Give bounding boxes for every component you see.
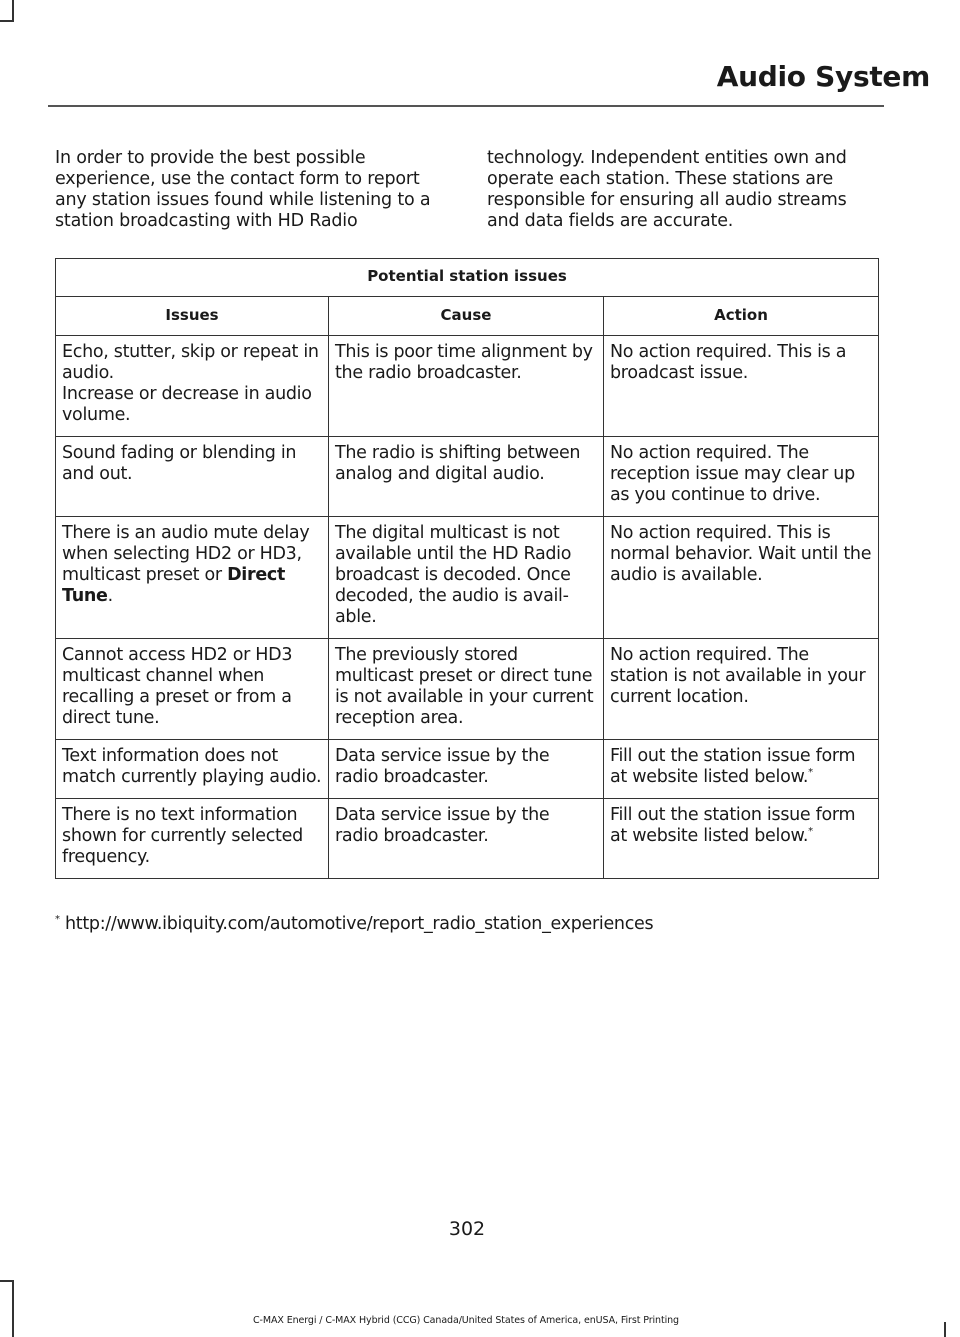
footnote bbox=[55, 914, 905, 934]
page-title: Audio System bbox=[716, 60, 930, 93]
issue-text: There is an audio mute delay when selecting HD2 or HD3, multicast preset or bbox=[62, 523, 310, 585]
issue-cell bbox=[56, 639, 329, 740]
direct-tune-label: Direct Tune bbox=[62, 565, 286, 606]
action-cell: No action required. This is normal behavior. Wait until the audio is available. bbox=[604, 517, 879, 639]
footnote-marker: * bbox=[808, 826, 813, 837]
action-cell: No action required. The station is not available in your current location. bbox=[604, 639, 879, 740]
cause-cell: Data service issue by the radio broadcaster. bbox=[329, 740, 604, 799]
footnote-marker: * bbox=[808, 767, 813, 778]
cause-cell: The radio is shifting between analog and digital audio. bbox=[329, 437, 604, 517]
column-header-action: Action bbox=[604, 297, 879, 336]
footnote-marker: * bbox=[55, 914, 60, 925]
action-text: Fill out the station issue form at website listed below. bbox=[610, 746, 856, 787]
issue-suffix: . bbox=[107, 586, 113, 606]
issue-cell bbox=[56, 799, 329, 879]
action-cell bbox=[604, 799, 879, 879]
issue-cell bbox=[56, 437, 329, 517]
page-number: 302 bbox=[448, 1218, 486, 1240]
issue-cell bbox=[56, 740, 329, 799]
issue-line: Text information does not match currently playing audio. bbox=[62, 746, 322, 787]
crop-mark-bottom-left-horizontal bbox=[0, 1280, 14, 1282]
intro-column-1: In order to provide the best possible experience, use the contact form to report any station issues found while listening to a station broadcasting with HD Radio bbox=[55, 148, 431, 231]
footnote-url: http://www.ibiquity.com/automotive/report_radio_station_experiences bbox=[59, 914, 654, 934]
intro-text bbox=[55, 148, 879, 232]
action-cell: No action required. This is a broadcast issue. bbox=[604, 336, 879, 437]
action-cell: No action required. The reception issue may clear up as you continue to drive. bbox=[604, 437, 879, 517]
crop-mark-bottom-left-vertical bbox=[12, 1280, 14, 1337]
cause-cell: The previously stored multicast preset or direct tune is not available in your current reception area. bbox=[329, 639, 604, 740]
crop-mark-top-left-horizontal bbox=[0, 20, 14, 22]
issue-cell bbox=[56, 336, 329, 437]
table-row bbox=[56, 517, 879, 639]
crop-mark-bottom-right-vertical bbox=[944, 1322, 946, 1337]
header-divider bbox=[48, 105, 884, 107]
issue-line: There is no text information shown for currently selected frequency. bbox=[62, 805, 303, 867]
station-issues-table bbox=[55, 258, 879, 879]
table-row bbox=[56, 740, 879, 799]
cause-cell: This is poor time alignment by the radio broadcaster. bbox=[329, 336, 604, 437]
column-header-issues: Issues bbox=[56, 297, 329, 336]
issue-cell bbox=[56, 517, 329, 639]
column-header-cause: Cause bbox=[329, 297, 604, 336]
action-text: Fill out the station issue form at website listed below. bbox=[610, 805, 856, 846]
issue-line: Sound fading or blending in and out. bbox=[62, 443, 297, 484]
table-caption: Potential station issues bbox=[56, 259, 879, 297]
table-row bbox=[56, 639, 879, 740]
action-cell bbox=[604, 740, 879, 799]
printing-info: C-MAX Energi / C-MAX Hybrid (CCG) Canada/United States of America, enUSA, First Printing bbox=[253, 1315, 679, 1326]
cause-cell: Data service issue by the radio broadcaster. bbox=[329, 799, 604, 879]
table-row bbox=[56, 437, 879, 517]
table-row bbox=[56, 336, 879, 437]
cause-cell: The digital multicast is not available until the HD Radio broadcast is decoded. Once decoded, the audio is avail-able. bbox=[329, 517, 604, 639]
issue-line: Increase or decrease in audio volume. bbox=[62, 384, 312, 425]
crop-mark-top-left-vertical bbox=[12, 0, 14, 20]
table-row bbox=[56, 799, 879, 879]
issue-line: Echo, stutter, skip or repeat in audio. bbox=[62, 342, 319, 383]
intro-column-2: technology. Independent entities own and operate each station. These stations are responsible for ensuring all audio streams and data fields are accurate. bbox=[487, 148, 847, 231]
issue-line: Cannot access HD2 or HD3 multicast channel when recalling a preset or from a direct tune. bbox=[62, 645, 293, 728]
